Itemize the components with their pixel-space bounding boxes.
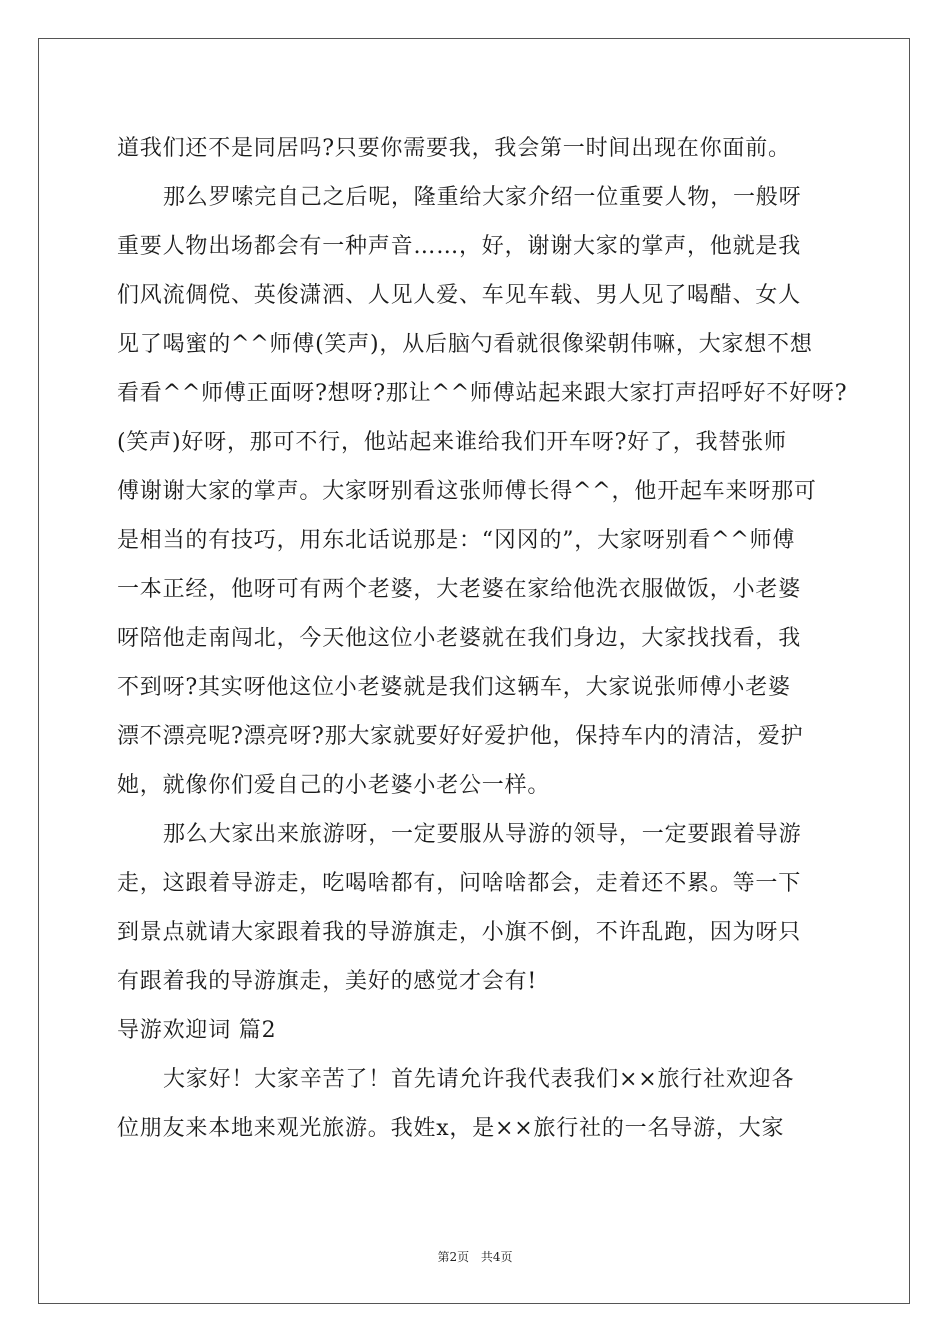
text-line: 她，就像你们爱自己的小老婆小老公一样。 (117, 773, 551, 798)
text-line: 一本正经，他呀可有两个老婆，大老婆在家给他洗衣服做饭，小老婆 (117, 577, 802, 602)
text-line: 不到呀?其实呀他这位小老婆就是我们这辆车，大家说张师傅小老婆 (117, 675, 791, 700)
text-line: 走，这跟着导游走，吃喝啥都有，问啥啥都会，走着还不累。等一下 (117, 871, 802, 896)
text-line: (笑声)好呀，那可不行，他站起来谁给我们开车呀?好了，我替张师 (117, 430, 787, 455)
paragraph-block (117, 124, 848, 1006)
text-line: 那么罗嗦完自己之后呢，隆重给大家介绍一位重要人物，一般呀 (163, 185, 802, 210)
text-line: 漂不漂亮呢?漂亮呀?那大家就要好好爱护他，保持车内的清洁，爱护 (117, 724, 804, 749)
page-footer (0, 1248, 950, 1265)
text-line: 有跟着我的导游旗走，美好的感觉才会有! (117, 969, 538, 994)
page-total: 共4页 (480, 1250, 513, 1264)
text-line: 大家好！大家辛苦了！首先请允许我代表我们××旅行社欢迎各 (163, 1067, 795, 1092)
text-line: 见了喝蜜的^^师傅(笑声)，从后脑勺看就很像梁朝伟嘛，大家想不想 (117, 332, 813, 357)
text-line: 呀陪他走南闯北，今天他这位小老婆就在我们身边，大家找找看，我 (117, 626, 802, 651)
text-line: 到景点就请大家跟着我的导游旗走，小旗不倒，不许乱跑，因为呀只 (117, 920, 802, 945)
text-line: 重要人物出场都会有一种声音……，好，谢谢大家的掌声，他就是我 (117, 234, 802, 259)
text-line: 那么大家出来旅游呀，一定要服从导游的领导，一定要跟着导游 (163, 822, 802, 847)
text-line: 道我们还不是同居吗?只要你需要我，我会第一时间出现在你面前。 (117, 136, 791, 161)
page-number: 第2页 (437, 1250, 470, 1264)
paragraph-block (117, 1055, 835, 1153)
text-line: 们风流倜傥、英俊潇洒、人见人爱、车见车载、男人见了喝醋、女人 (117, 283, 802, 308)
text-line: 是相当的有技巧，用东北话说那是：“冈冈的”，大家呀别看^^师傅 (117, 528, 796, 553)
text-line: 位朋友来本地来观光旅游。我姓x，是××旅行社的一名导游，大家 (117, 1116, 785, 1141)
section-heading: 导游欢迎词 篇2 (117, 1018, 277, 1043)
document-body (117, 124, 848, 1153)
text-line: 傅谢谢大家的掌声。大家呀别看这张师傅长得^^，他开起车来呀那可 (117, 479, 817, 504)
text-line: 看看^^师傅正面呀?想呀?那让^^师傅站起来跟大家打声招呼好不好呀? (117, 381, 848, 406)
